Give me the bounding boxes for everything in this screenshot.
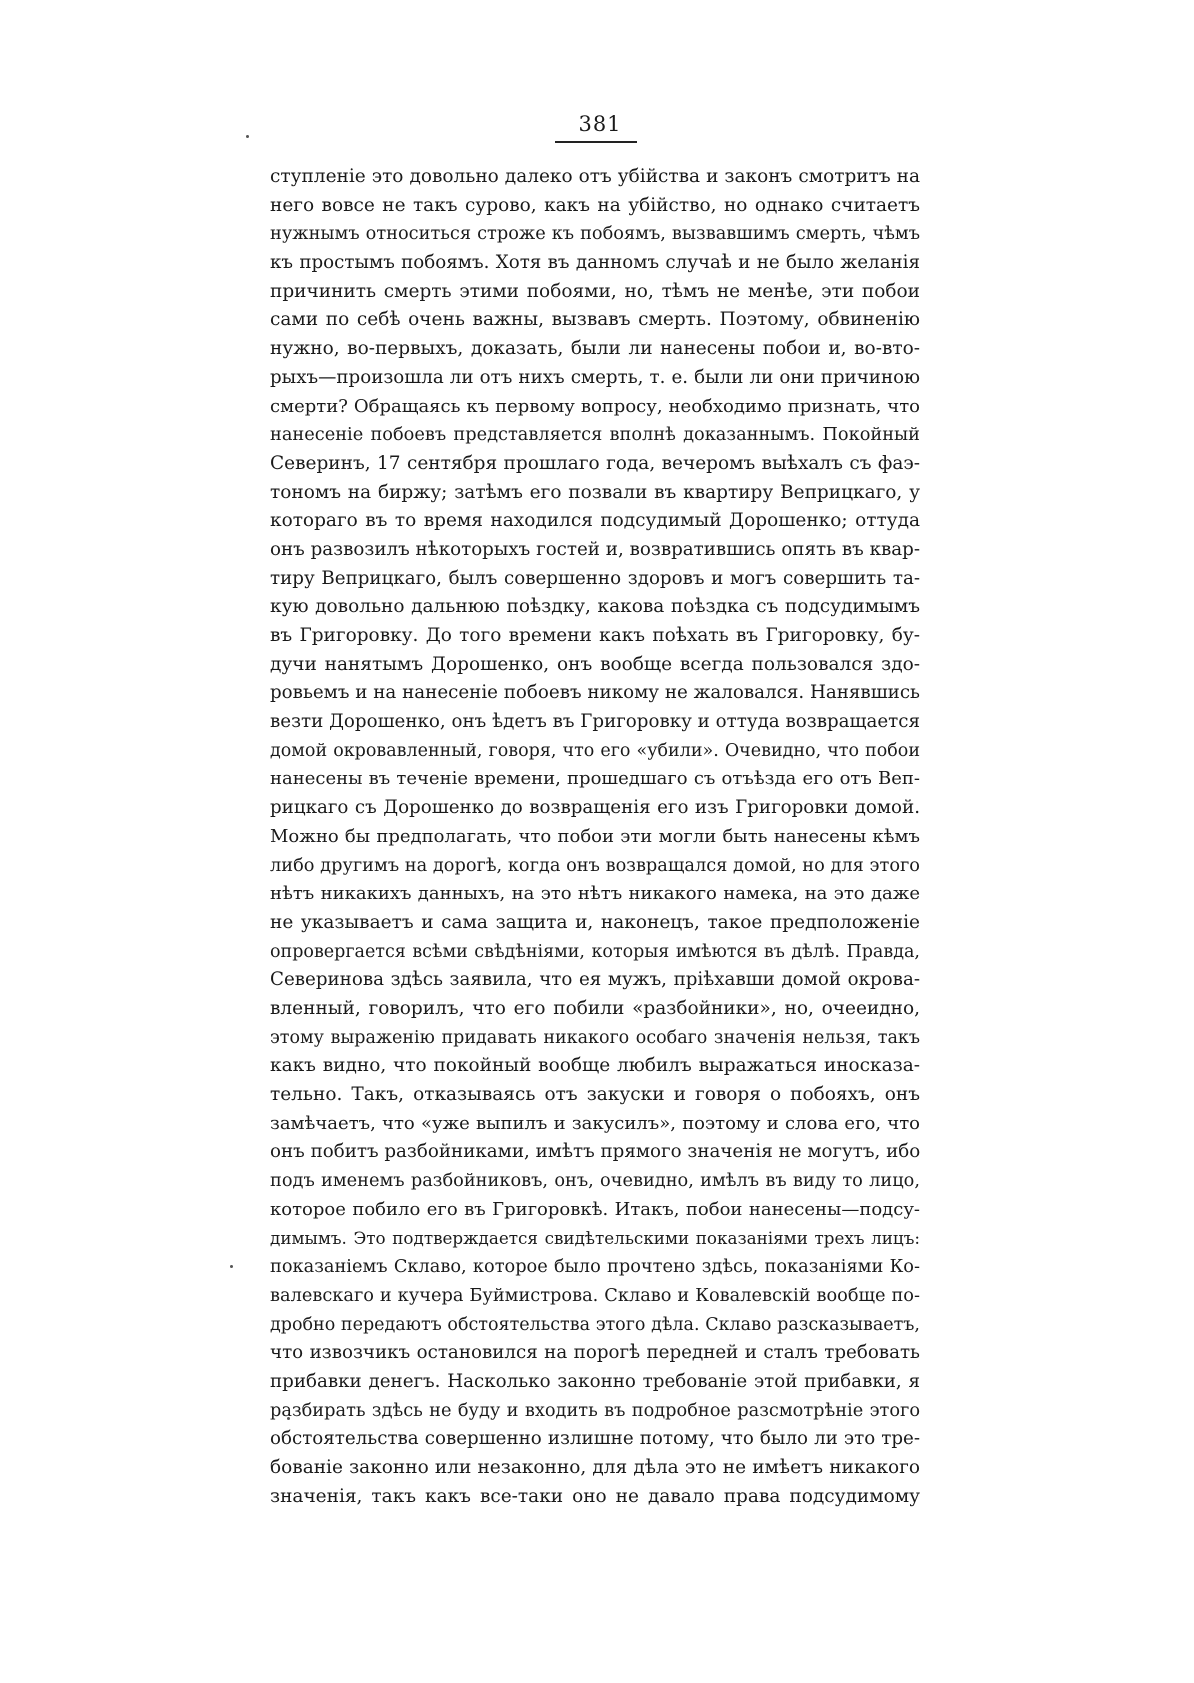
text-line: замѣчаетъ, что «уже выпилъ и закусилъ», поэтому и слова его, что xyxy=(270,1112,920,1134)
text-line: что извозчикъ остановился на порогѣ передней и сталъ требовать xyxy=(270,1342,920,1364)
text-line: не указываетъ и сама защита и, наконецъ, такое предположеніе xyxy=(270,911,920,933)
text-line: ровьемъ и на нанесеніе побоевъ никому не жаловался. Нанявшись xyxy=(270,682,920,704)
text-line: подъ именемъ разбойниковъ, онъ, очевидно, имѣлъ въ виду то лицо, xyxy=(270,1171,920,1192)
text-line: тиру Веприцкаго, былъ совершенно здоровъ и могъ совершить та- xyxy=(270,567,920,589)
text-line: нанесеніе побоевъ представляется вполнѣ доказаннымъ. Покойный xyxy=(270,425,920,446)
text-line: къ простымъ побоямъ. Хотя въ данномъ случаѣ и не было желанія xyxy=(270,252,920,274)
text-line: нужно, во-первыхъ, доказать, были ли нанесены побои и, во-вто- xyxy=(270,338,920,360)
text-line: значенія, такъ какъ все-таки оно не давало права подсудимому xyxy=(270,1485,920,1507)
page-number: 381 xyxy=(578,112,622,136)
text-line: нѣтъ никакихъ данныхъ, на это нѣтъ никакого намека, на это даже xyxy=(270,883,920,905)
text-line: кую довольно дальнюю поѣздку, какова поѣздка съ подсудимымъ xyxy=(270,596,920,618)
text-line: онъ побитъ разбойниками, имѣтъ прямого значенія не могутъ, ибо xyxy=(270,1141,920,1163)
text-line: Можно бы предполагать, что побои эти могли быть нанесены кѣмъ xyxy=(270,825,920,847)
text-line: нанесены въ теченіе времени, прошедшаго съ отъѣзда его отъ Веп- xyxy=(270,768,920,790)
text-line: дучи нанятымъ Дорошенко, онъ вообще всегда пользовался здо- xyxy=(270,653,920,675)
text-line: ступленіе это довольно далеко отъ убійства и законъ смотритъ на xyxy=(270,166,920,187)
page-number-underline xyxy=(555,141,637,143)
text-line: онъ развозилъ нѣкоторыхъ гостей и, возвратившись опять въ квар- xyxy=(270,538,920,560)
text-line: сами по себѣ очень важны, вызвавъ смерть. Поэтому, обвиненію xyxy=(270,309,920,331)
text-line: тельно. Такъ, отказываясь отъ закуски и говоря о побояхъ, онъ xyxy=(270,1084,920,1105)
text-line: прибавки денегъ. Насколько законно требованіе этой прибавки, я xyxy=(270,1370,920,1392)
text-line: вленный, говорилъ, что его побили «разбойники», но, очееидно, xyxy=(270,997,920,1019)
text-line: этому выраженію придавать никакого особаго значенія нельзя, такъ xyxy=(270,1027,920,1048)
text-line: показаніемъ Склаво, которое было прочтено здѣсь, показаніями Ко- xyxy=(270,1257,920,1278)
text-line: разбирать здѣсь не буду и входить въ подробное разсмотрѣніе этого xyxy=(270,1400,920,1421)
text-line: опровергается всѣми свѣдѣніями, которыя имѣются въ дѣлѣ. Правда, xyxy=(270,941,920,962)
body-text xyxy=(270,163,920,1511)
text-line: дробно передаютъ обстоятельства этого дѣла. Склаво разсказываетъ, xyxy=(270,1314,920,1335)
text-line: обстоятельства совершенно излишне потому, что было ли это тре- xyxy=(270,1428,920,1450)
text-line: димымъ. Это подтверждается свидѣтельскими показаніями трехъ лицъ: xyxy=(270,1228,920,1249)
text-line: тономъ на биржу; затѣмъ его позвали въ квартиру Веприцкаго, у xyxy=(270,481,920,503)
text-line: Северинъ, 17 сентября прошлаго года, вечеромъ выѣхалъ съ фаэ- xyxy=(270,452,920,474)
text-line: какъ видно, что покойный вообще любилъ выражаться иносказа- xyxy=(270,1055,920,1077)
scan-speck xyxy=(246,135,249,138)
text-line: рыхъ—произошла ли отъ нихъ смерть, т. е. были ли они причиною xyxy=(270,366,920,388)
text-line: въ Григоровку. До того времени какъ поѣхать въ Григоровку, бу- xyxy=(270,625,920,646)
text-line: него вовсе не такъ сурово, какъ на убійство, но однако считаетъ xyxy=(270,194,920,216)
text-line: рицкаго съ Дорошенко до возвращенія его изъ Григоровки домой. xyxy=(270,797,920,819)
text-line: смерти? Обращаясь къ первому вопросу, необходимо признать, что xyxy=(270,395,920,417)
scan-speck xyxy=(230,1265,233,1268)
text-line: Северинова здѣсь заявила, что ея мужъ, пріѣхавши домой окрова- xyxy=(270,969,920,991)
text-line: бованіе законно или незаконно, для дѣла это не имѣетъ никакого xyxy=(270,1456,920,1478)
text-line: домой окровавленный, говоря, что его «убили». Очевидно, что побои xyxy=(270,740,920,761)
text-line: либо другимъ на дорогѣ, когда онъ возвращался домой, но для этого xyxy=(270,855,920,876)
text-line: нужнымъ относиться строже къ побоямъ, вызвавшимъ смерть, чѣмъ xyxy=(270,224,920,245)
text-line: которое побило его въ Григоровкѣ. Итакъ, побои нанесены—подсу- xyxy=(270,1198,920,1220)
text-line: везти Дорошенко, онъ ѣдетъ въ Григоровку и оттуда возвращается xyxy=(270,711,920,733)
text-line: валевскаго и кучера Буймистрова. Склаво и Ковалевскій вообще по- xyxy=(270,1285,920,1306)
text-line: котораго въ то время находился подсудимый Дорошенко; оттуда xyxy=(270,510,920,532)
text-line: причинить смерть этими побоями, но, тѣмъ не менѣе, эти побои xyxy=(270,280,920,302)
